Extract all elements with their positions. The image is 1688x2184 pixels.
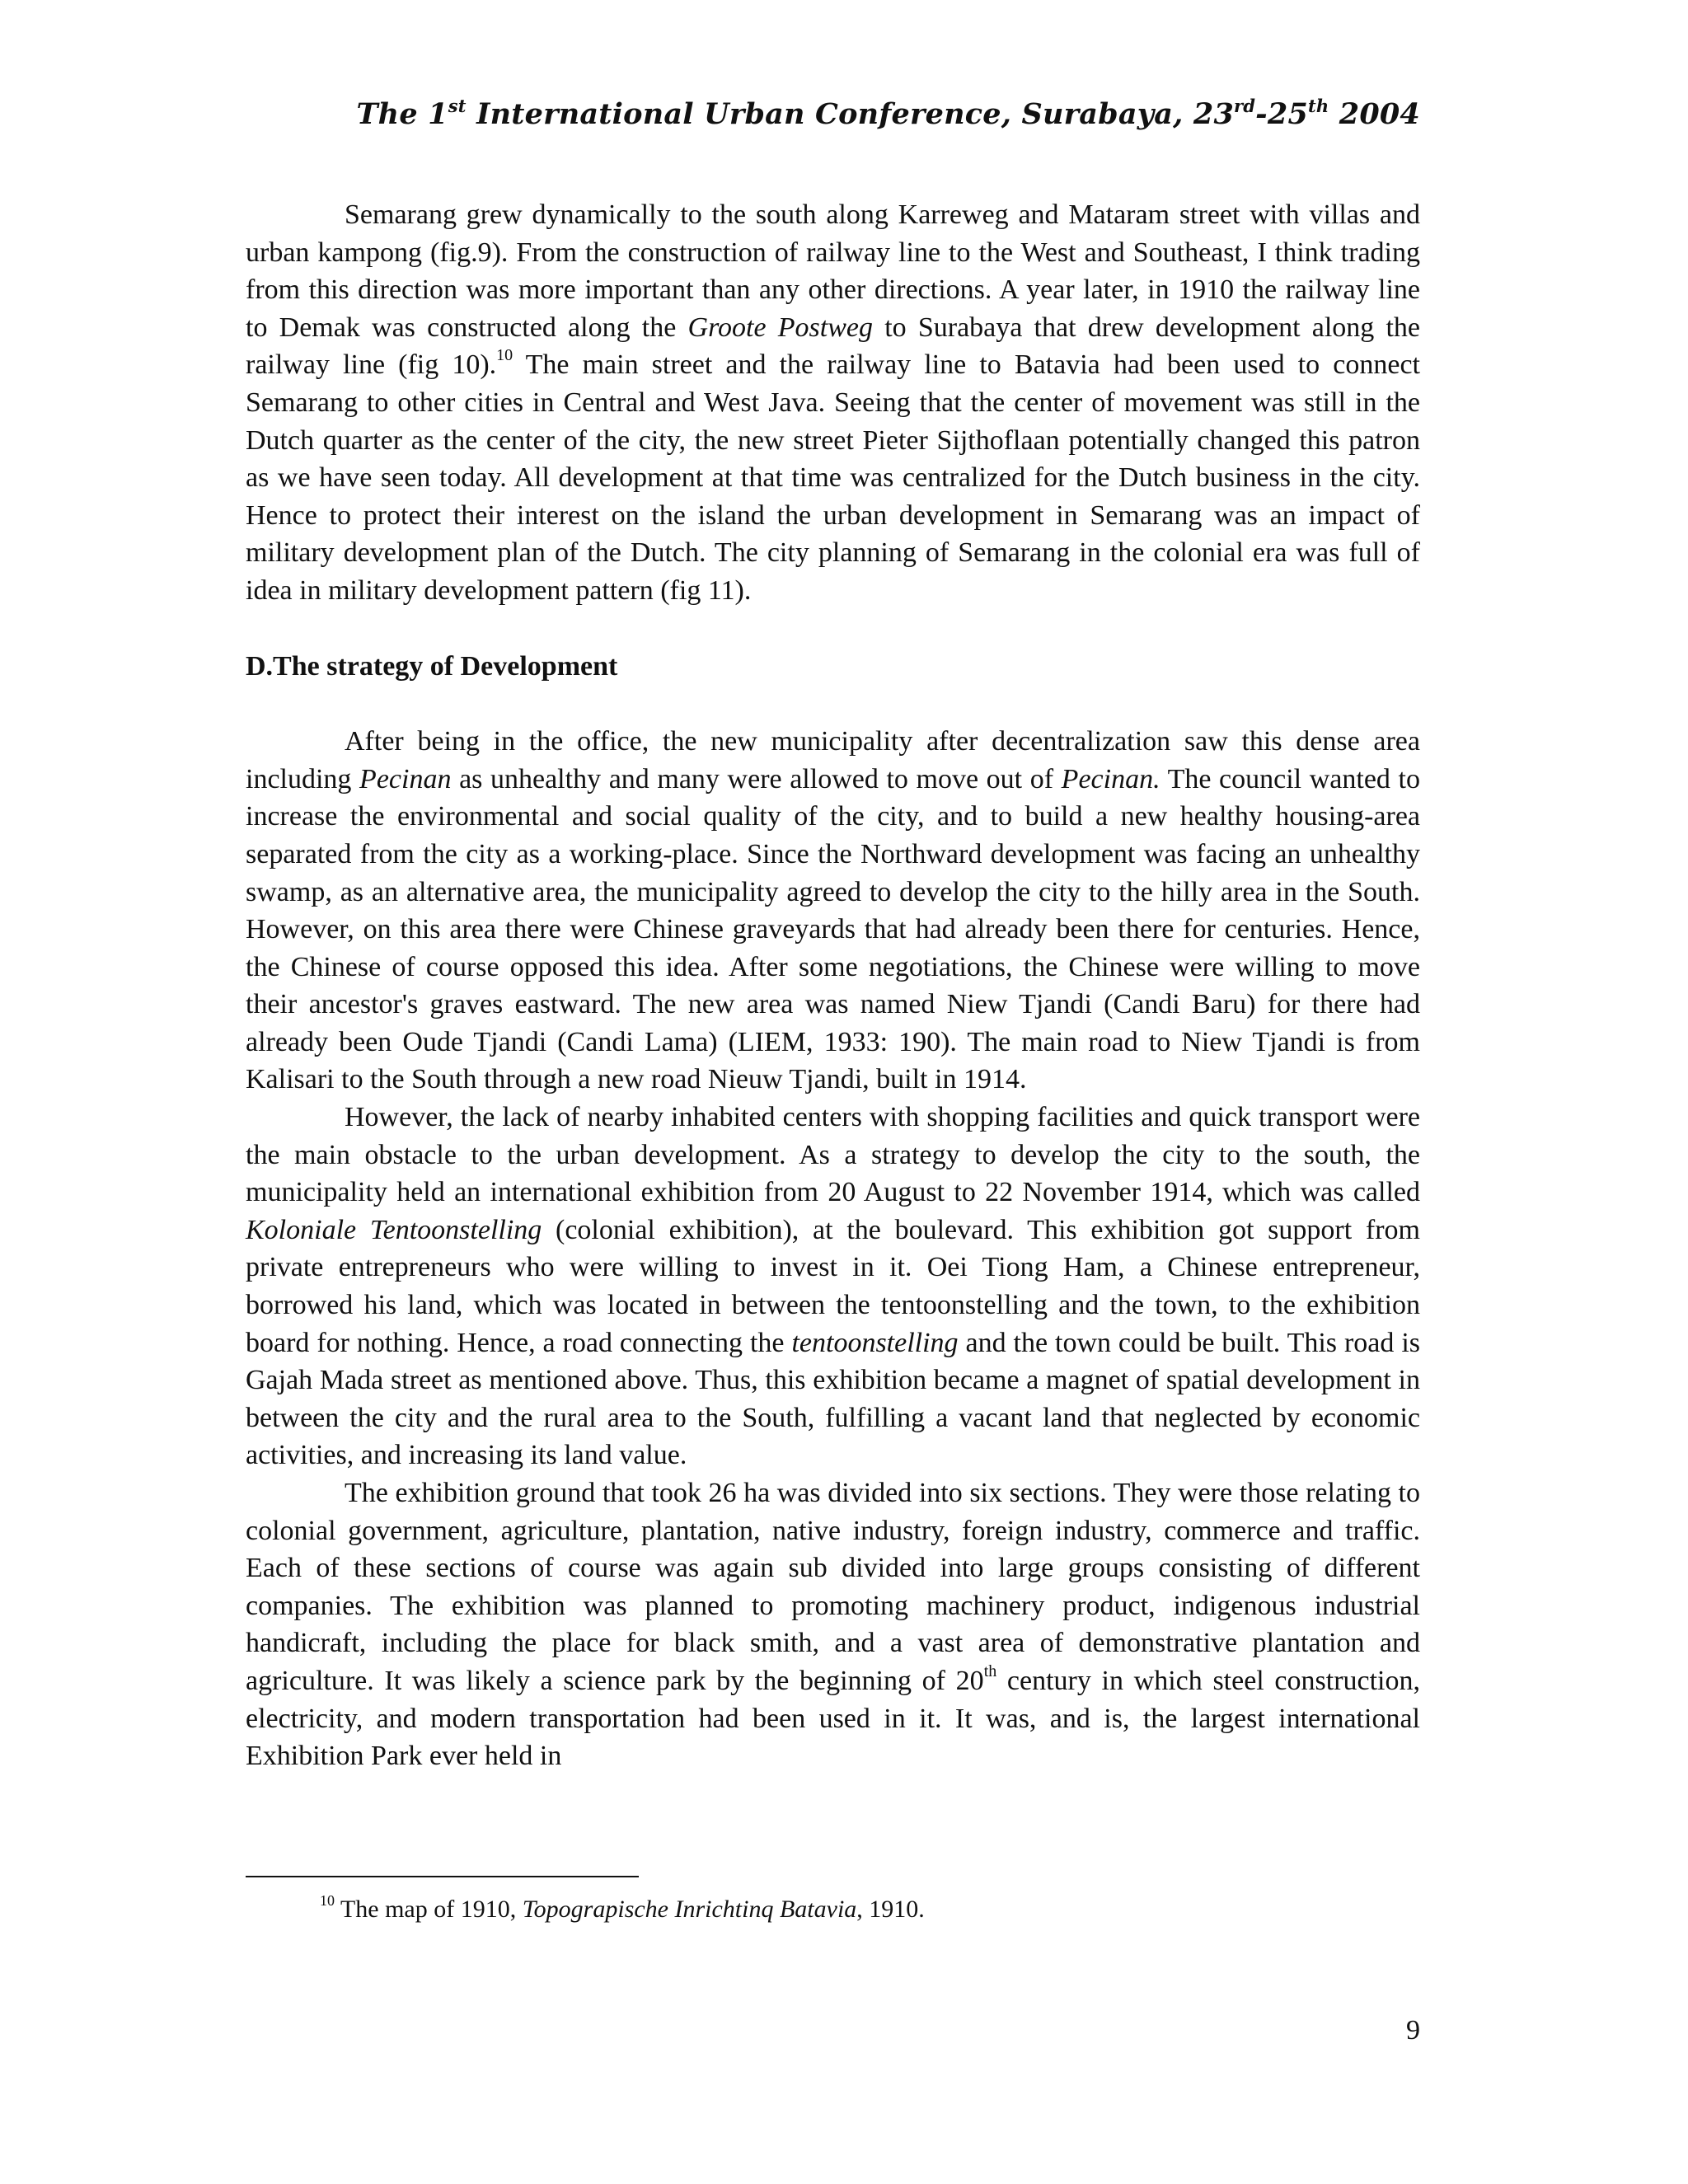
paragraph-2: After being in the office, the new municipality after decentralization saw this dense area including Pecinan as unhealthy and many were allowed to move out of Pecinan. The council wanted to increase the environmental and social quality of the city, and to build a new healthy housing-area separated from the city as a working-place. Since the Northward development was facing an unhealthy swamp, as an alternative area, the municipality agreed to develop the city to the hilly area in the South. However, on this area there were Chinese graveyards that had already been there for centuries. Hence, the Chinese of course opposed this idea. After some negotiations, the Chinese were willing to move their ancestor's graves eastward. The new area was named Niew Tjandi (Candi Baru) for there had already been Oude Tjandi (Candi Lama) (LIEM, 1933: 190). The main road to Niew Tjandi is from Kalisari to the South through a new road Nieuw Tjandi, built in 1914.	[246, 726, 1420, 1095]
paragraph-3: However, the lack of nearby inhabited centers with shopping facilities and quick transport were the main obstacle to the urban development. As a strategy to develop the city to the south, the municipality held an international exhibition from 20 August to 22 November 1914, which was called Koloniale Tentoonstelling (colonial exhibition), at the boulevard. This exhibition got support from private entrepreneurs who were willing to invest in it. Oei Tiong Ham, a Chinese entrepreneur, borrowed his land, which was located in between the tentoonstelling and the town, to the exhibition board for nothing. Hence, a road connecting the tentoonstelling and the town could be built. This road is Gajah Mada street as mentioned above. Thus, this exhibition became a magnet of spatial development in between the city and the rural area to the South, fulfilling a vacant land that neglected by economic activities, and increasing its land value.	[246, 1102, 1420, 1471]
footnote-reference: 10	[496, 346, 513, 365]
footnote: $^{10}$ The map of 1910, Topograpische Inrichtinq Batavia, 1910.	[320, 1892, 925, 1923]
page-number: 9	[1406, 2015, 1420, 2046]
footnote-separator	[246, 1876, 639, 1877]
running-header: The 1st International Urban Conference, Surabaya, 23rd-25th 2004	[356, 96, 1420, 131]
paragraph-4: The exhibition ground that took 26 ha was divided into six sections. They were those relating to colonial government, agriculture, plantation, native industry, foreign industry, commerce and traffic. Each of these sections of course was again sub divided into large groups consisting of different companies. The exhibition was planned to promoting machinery product, indigenous industrial handicraft, including the place for black smith, and a vast area of demonstrative plantation and agriculture. It was likely a science park by the beginning of 20th century in which steel construction, electricity, and modern transportation had been used in it. It was, and is, the largest international Exhibition Park ever held in	[246, 1478, 1421, 1772]
body-text	[246, 196, 1420, 1775]
section-heading: D.The strategy of Development	[246, 650, 618, 682]
paragraph-1: Semarang grew dynamically to the south along Karreweg and Mataram street with villas and urban kampong (fig.9). From the construction of railway line to the West and Southeast, I think trading from this direction was more important than any other directions. A year later, in 1910 the railway line to Demak was constructed along the Groote Postweg to Surabaya that drew development along the railway line (fig 10).$^{10}$ The main street and the railway line to Batavia had been used to connect Semarang to other cities in Central and West Java. Seeing that the center of movement was still in the Dutch quarter as the center of the city, the new street Pieter Sijthoflaan potentially changed this patron as we have seen today. All development at that time was centralized for the Dutch business in the city. Hence to protect their interest on the island the urban development in Semarang was an impact of military development plan of the Dutch. The city planning of Semarang in the colonial era was full of idea in military development pattern (fig 11).	[246, 199, 1421, 606]
